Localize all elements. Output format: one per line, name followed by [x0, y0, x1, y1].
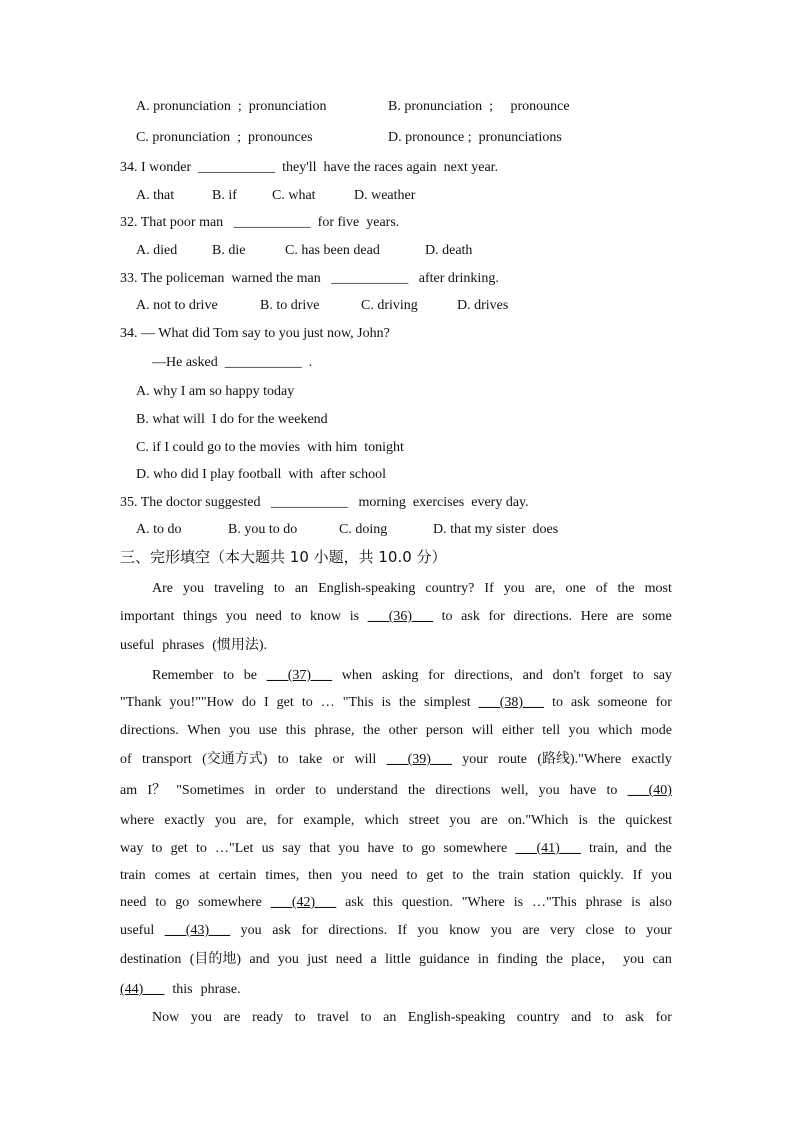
passage-word: take [298, 752, 323, 767]
passage-word: country [516, 1010, 560, 1025]
passage-word: useful [120, 638, 155, 653]
q34a-option-d: D. weather [354, 188, 416, 203]
passage-word: to [151, 841, 163, 856]
passage-word: useful [120, 923, 155, 938]
passage-word: then [308, 868, 333, 883]
passage-word: go [175, 895, 190, 910]
cloze-blank: ___(40) [627, 783, 672, 798]
passage-word: to [277, 752, 289, 767]
passage-word: the [617, 581, 635, 596]
section-3-title: 三、完形填空（本大题共 10 小题，共 10.0 分） [120, 548, 447, 566]
q34b-option-d: D. who did I play football with after school [136, 467, 387, 482]
passage-word: either [501, 723, 534, 738]
passage-word: for [488, 609, 505, 624]
passage-word: transport [141, 752, 192, 767]
passage-word: some [642, 609, 672, 624]
passage-word: this [372, 895, 393, 910]
passage-word: someone [597, 695, 648, 710]
q32-option-a: A. died [136, 243, 178, 258]
passage-word: ask [461, 609, 480, 624]
passage-word: this [285, 723, 306, 738]
q34a-option-b: B. if [212, 188, 237, 203]
passage-line [120, 1008, 672, 1028]
q33-cont-option-b: B. pronunciation ; pronounce [388, 99, 570, 114]
passage-word: don't [552, 668, 581, 683]
passage-word: to [552, 695, 563, 710]
passage-word: certain [218, 868, 257, 883]
passage-word: an [294, 581, 309, 596]
q32-option-d: D. death [425, 243, 473, 258]
passage-word: where [120, 813, 155, 828]
passage-word: get [170, 841, 188, 856]
passage-word: and [522, 668, 543, 683]
passage-word: which [598, 723, 633, 738]
passage-word: important [120, 609, 175, 624]
passage-line [120, 607, 672, 627]
cloze-blank: ___(42)___ [270, 895, 337, 910]
passage-word: an [383, 1010, 397, 1025]
passage-word: for [276, 813, 294, 828]
passage-word: you [225, 609, 247, 624]
q33-cont-option-d: D. pronounce ; pronunciations [388, 130, 562, 145]
passage-word: need [255, 609, 282, 624]
passage-word: you [341, 868, 363, 883]
passage-word: example, [303, 813, 355, 828]
cloze-blank: ___(37)___ [266, 668, 333, 683]
passage-word: the [363, 723, 381, 738]
passage-line [120, 721, 672, 741]
passage-word: I [263, 695, 269, 710]
passage-word: is [381, 695, 391, 710]
q34b-option-a: A. why I am so happy today [136, 384, 295, 399]
passage-word: traveling [214, 581, 264, 596]
passage-word: need [335, 952, 363, 967]
passage-word: destination [120, 952, 182, 967]
passage-word: the [472, 868, 490, 883]
cloze-blank: ___(41)___ [515, 841, 581, 856]
q33-option-a: A. not to drive [136, 298, 218, 313]
passage-line [120, 980, 672, 1000]
passage-word: for [655, 1010, 672, 1025]
passage-word: to [624, 923, 636, 938]
passage-word: of [120, 752, 132, 767]
passage-word: this [172, 982, 193, 997]
passage-word: have [569, 783, 597, 798]
passage-word: phrase, [314, 723, 355, 738]
passage-word: do [241, 695, 256, 710]
passage-word: know [449, 923, 481, 938]
passage-word: for [301, 923, 318, 938]
passage-word: also [649, 895, 672, 910]
q34a-option-a: A. that [136, 188, 175, 203]
passage-word: you [650, 868, 672, 883]
passage-word: you [338, 841, 360, 856]
passage-word: quickly. [579, 868, 624, 883]
q32-option-c: C. has been dead [285, 243, 380, 258]
passage-word: "Where [461, 895, 505, 910]
passage-word: Are [152, 581, 173, 596]
passage-word: you [490, 923, 512, 938]
q33-option-c: C. driving [361, 298, 418, 313]
passage-word: ask [625, 1010, 644, 1025]
question-34a-stem: 34. I wonder ___________ they'll have the races again next year. [120, 160, 499, 175]
passage-word: travel [317, 1010, 350, 1025]
passage-word: you [277, 952, 299, 967]
passage-word: to [223, 668, 235, 683]
passage-word: you [240, 923, 262, 938]
passage-word: route [498, 752, 528, 767]
passage-word: and [249, 952, 270, 967]
q33-option-b: B. to drive [260, 298, 320, 313]
passage-word: you [214, 813, 236, 828]
passage-line [120, 750, 672, 770]
passage-word: us [261, 841, 275, 856]
passage-line [120, 839, 672, 859]
passage-word: and [571, 1010, 592, 1025]
passage-word: to [441, 609, 453, 624]
passage-word: are [480, 813, 498, 828]
passage-word: are [616, 609, 634, 624]
q34b-option-c: C. if I could go to the movies with him tonight [136, 440, 404, 455]
passage-word: …"This [532, 895, 577, 910]
passage-word: to [294, 1010, 306, 1025]
passage-word: "This [342, 695, 374, 710]
passage-word: Here [580, 609, 608, 624]
passage-word: ask [571, 695, 590, 710]
passage-word: you [568, 723, 590, 738]
passage-word: say [282, 841, 301, 856]
passage-word: phrase [585, 895, 623, 910]
passage-word: you [229, 723, 251, 738]
passage-word: in [477, 952, 489, 967]
passage-word: just [307, 952, 328, 967]
passage-word: way [120, 841, 144, 856]
question-35-stem: 35. The doctor suggested ___________ morning exercises every day. [120, 495, 529, 510]
passage-word: somewhere [198, 895, 262, 910]
q35-option-c: C. doing [339, 522, 388, 537]
passage-word: train [120, 868, 146, 883]
passage-word: to [632, 668, 644, 683]
passage-word: train, [588, 841, 619, 856]
passage-line [120, 866, 672, 886]
passage-word: are, [534, 581, 556, 596]
passage-word: exactly [164, 813, 205, 828]
passage-word: somewhere [443, 841, 508, 856]
passage-word: directions. [120, 723, 179, 738]
passage-word: (交通方式) [202, 752, 268, 767]
q33-cont-option-c: C. pronunciation ; pronounces [136, 130, 313, 145]
passage-word: If [484, 581, 494, 596]
passage-word: that [309, 841, 331, 856]
passage-word: for [428, 668, 445, 683]
passage-word: have [367, 841, 394, 856]
passage-word: are, [246, 813, 267, 828]
passage-word: a [370, 952, 377, 967]
q34b-option-b: B. what will I do for the weekend [136, 412, 328, 427]
passage-word: …"Let [215, 841, 254, 856]
passage-word: train [498, 868, 524, 883]
passage-word: forget [589, 668, 623, 683]
passage-line [120, 921, 672, 941]
passage-word: English-speaking [318, 581, 416, 596]
passage-word: Remember [152, 668, 214, 683]
passage-word: be [243, 668, 257, 683]
passage-word: most [644, 581, 672, 596]
q35-option-b: B. you to do [228, 522, 298, 537]
passage-word: the [654, 841, 672, 856]
passage-line [120, 693, 672, 713]
passage-word: when [341, 668, 373, 683]
passage-word: phrase. [200, 982, 241, 997]
passage-word: use [258, 723, 278, 738]
passage-word: (惯用法). [212, 638, 268, 653]
passage-word: need [371, 868, 398, 883]
passage-word: ask [272, 923, 291, 938]
passage-word: If [632, 868, 642, 883]
passage-word: to [452, 868, 464, 883]
passage-word: you [538, 783, 560, 798]
passage-word: person [425, 723, 464, 738]
passage-line [120, 893, 672, 913]
passage-word: you [190, 1010, 212, 1025]
passage-line [120, 781, 672, 801]
passage-word: country? [425, 581, 475, 596]
passage-line [120, 666, 672, 686]
passage-word: understand [336, 783, 398, 798]
passage-word: on."Which [507, 813, 569, 828]
passage-word: to [406, 868, 418, 883]
passage-word: "Sometimes [176, 783, 245, 798]
passage-word: very [550, 923, 575, 938]
passage-word: will [471, 723, 494, 738]
passage-word: phrases [162, 638, 205, 653]
question-34b-answer: —He asked ___________ . [152, 355, 313, 370]
passage-word: (目的地) [189, 952, 242, 967]
passage-word: ready [252, 1010, 284, 1025]
passage-word: are [522, 923, 540, 938]
q35-option-a: A. to do [136, 522, 182, 537]
passage-word: tell [542, 723, 561, 738]
passage-word: get [426, 868, 444, 883]
passage-word: station [532, 868, 571, 883]
passage-word: will [354, 752, 377, 767]
passage-line [120, 636, 672, 656]
passage-word: is [631, 895, 641, 910]
passage-word: exactly [631, 752, 672, 767]
q34a-option-c: C. what [272, 188, 316, 203]
cloze-blank: ___(36)___ [367, 609, 434, 624]
passage-word: … [320, 695, 335, 710]
passage-word: in [254, 783, 266, 798]
passage-word: to [606, 783, 618, 798]
passage-word: If [397, 923, 407, 938]
passage-word: to [360, 1010, 372, 1025]
passage-word: is [513, 895, 524, 910]
passage-word: quickest [625, 813, 672, 828]
passage-word: your [462, 752, 488, 767]
passage-line [120, 950, 672, 970]
passage-word: close [585, 923, 615, 938]
passage-word: I？ [147, 783, 166, 798]
passage-word: to [301, 695, 313, 710]
q32-option-b: B. die [212, 243, 246, 258]
passage-word: the [398, 695, 416, 710]
passage-word: need [120, 895, 147, 910]
passage-word: go [421, 841, 436, 856]
passage-word: is [578, 813, 588, 828]
passage-word: which [364, 813, 399, 828]
passage-word: question. [401, 895, 453, 910]
passage-word: at [199, 868, 210, 883]
passage-word: street [408, 813, 440, 828]
passage-word: to [195, 841, 207, 856]
passage-word: the [545, 952, 563, 967]
passage-word: you [449, 813, 471, 828]
passage-word: of [595, 581, 608, 596]
q33-option-d: D. drives [457, 298, 509, 313]
passage-word: well, [500, 783, 529, 798]
passage-word: can [652, 952, 672, 967]
passage-word: you [417, 923, 439, 938]
passage-word: comes [154, 868, 191, 883]
passage-word: you [623, 952, 645, 967]
passage-word: or [332, 752, 345, 767]
q35-option-d: D. that my sister does [433, 522, 559, 537]
cloze-blank: ___(43)___ [164, 923, 231, 938]
passage-word: directions [435, 783, 491, 798]
passage-word: English-speaking [407, 1010, 506, 1025]
passage-word: to [290, 609, 302, 624]
passage-word: know [310, 609, 342, 624]
passage-word: finding [497, 952, 538, 967]
passage-line [120, 811, 672, 831]
passage-word: guidance [419, 952, 470, 967]
passage-word: little [385, 952, 411, 967]
passage-word: directions. [513, 609, 573, 624]
passage-word: When [187, 723, 221, 738]
passage-word: are [223, 1010, 241, 1025]
passage-word: the [598, 813, 616, 828]
question-33-stem: 33. The policeman warned the man ___________ after drinking. [120, 271, 499, 286]
cloze-blank: (44)___ [120, 982, 165, 997]
passage-word: ask [345, 895, 364, 910]
passage-word: order [275, 783, 306, 798]
passage-word: your [646, 923, 672, 938]
cloze-blank: ___(38)___ [478, 695, 545, 710]
passage-word: to [315, 783, 327, 798]
passage-word: the [408, 783, 426, 798]
passage-word: to [602, 1010, 614, 1025]
passage-word: Now [152, 1010, 180, 1025]
passage-word: to [273, 581, 285, 596]
passage-word: to [155, 895, 167, 910]
passage-word: "Thank [120, 695, 162, 710]
passage-word: and [626, 841, 647, 856]
question-32-stem: 32. That poor man ___________ for five years. [120, 215, 400, 230]
passage-line [120, 579, 672, 599]
passage-word: you!""How [169, 695, 234, 710]
passage-word: you [503, 581, 525, 596]
q33-cont-option-a: A. pronunciation ; pronunciation [136, 99, 327, 114]
passage-word: things [183, 609, 218, 624]
passage-word: simplest [424, 695, 471, 710]
passage-word: for [655, 695, 672, 710]
passage-word: times, [265, 868, 300, 883]
passage-word: (路线)."Where [537, 752, 622, 767]
question-34b-stem: 34. — What did Tom say to you just now, John? [120, 326, 390, 341]
passage-word: other [388, 723, 418, 738]
passage-word: mode [640, 723, 672, 738]
passage-word: one [565, 581, 586, 596]
passage-word: is [349, 609, 360, 624]
passage-word: place， [571, 952, 615, 967]
passage-word: am [120, 783, 138, 798]
passage-word: to [402, 841, 414, 856]
passage-word: asking [381, 668, 419, 683]
passage-word: you [183, 581, 205, 596]
cloze-blank: ___(39)___ [386, 752, 452, 767]
passage-word: get [276, 695, 294, 710]
passage-word: say [653, 668, 672, 683]
passage-word: directions. [328, 923, 388, 938]
passage-word: directions, [454, 668, 513, 683]
